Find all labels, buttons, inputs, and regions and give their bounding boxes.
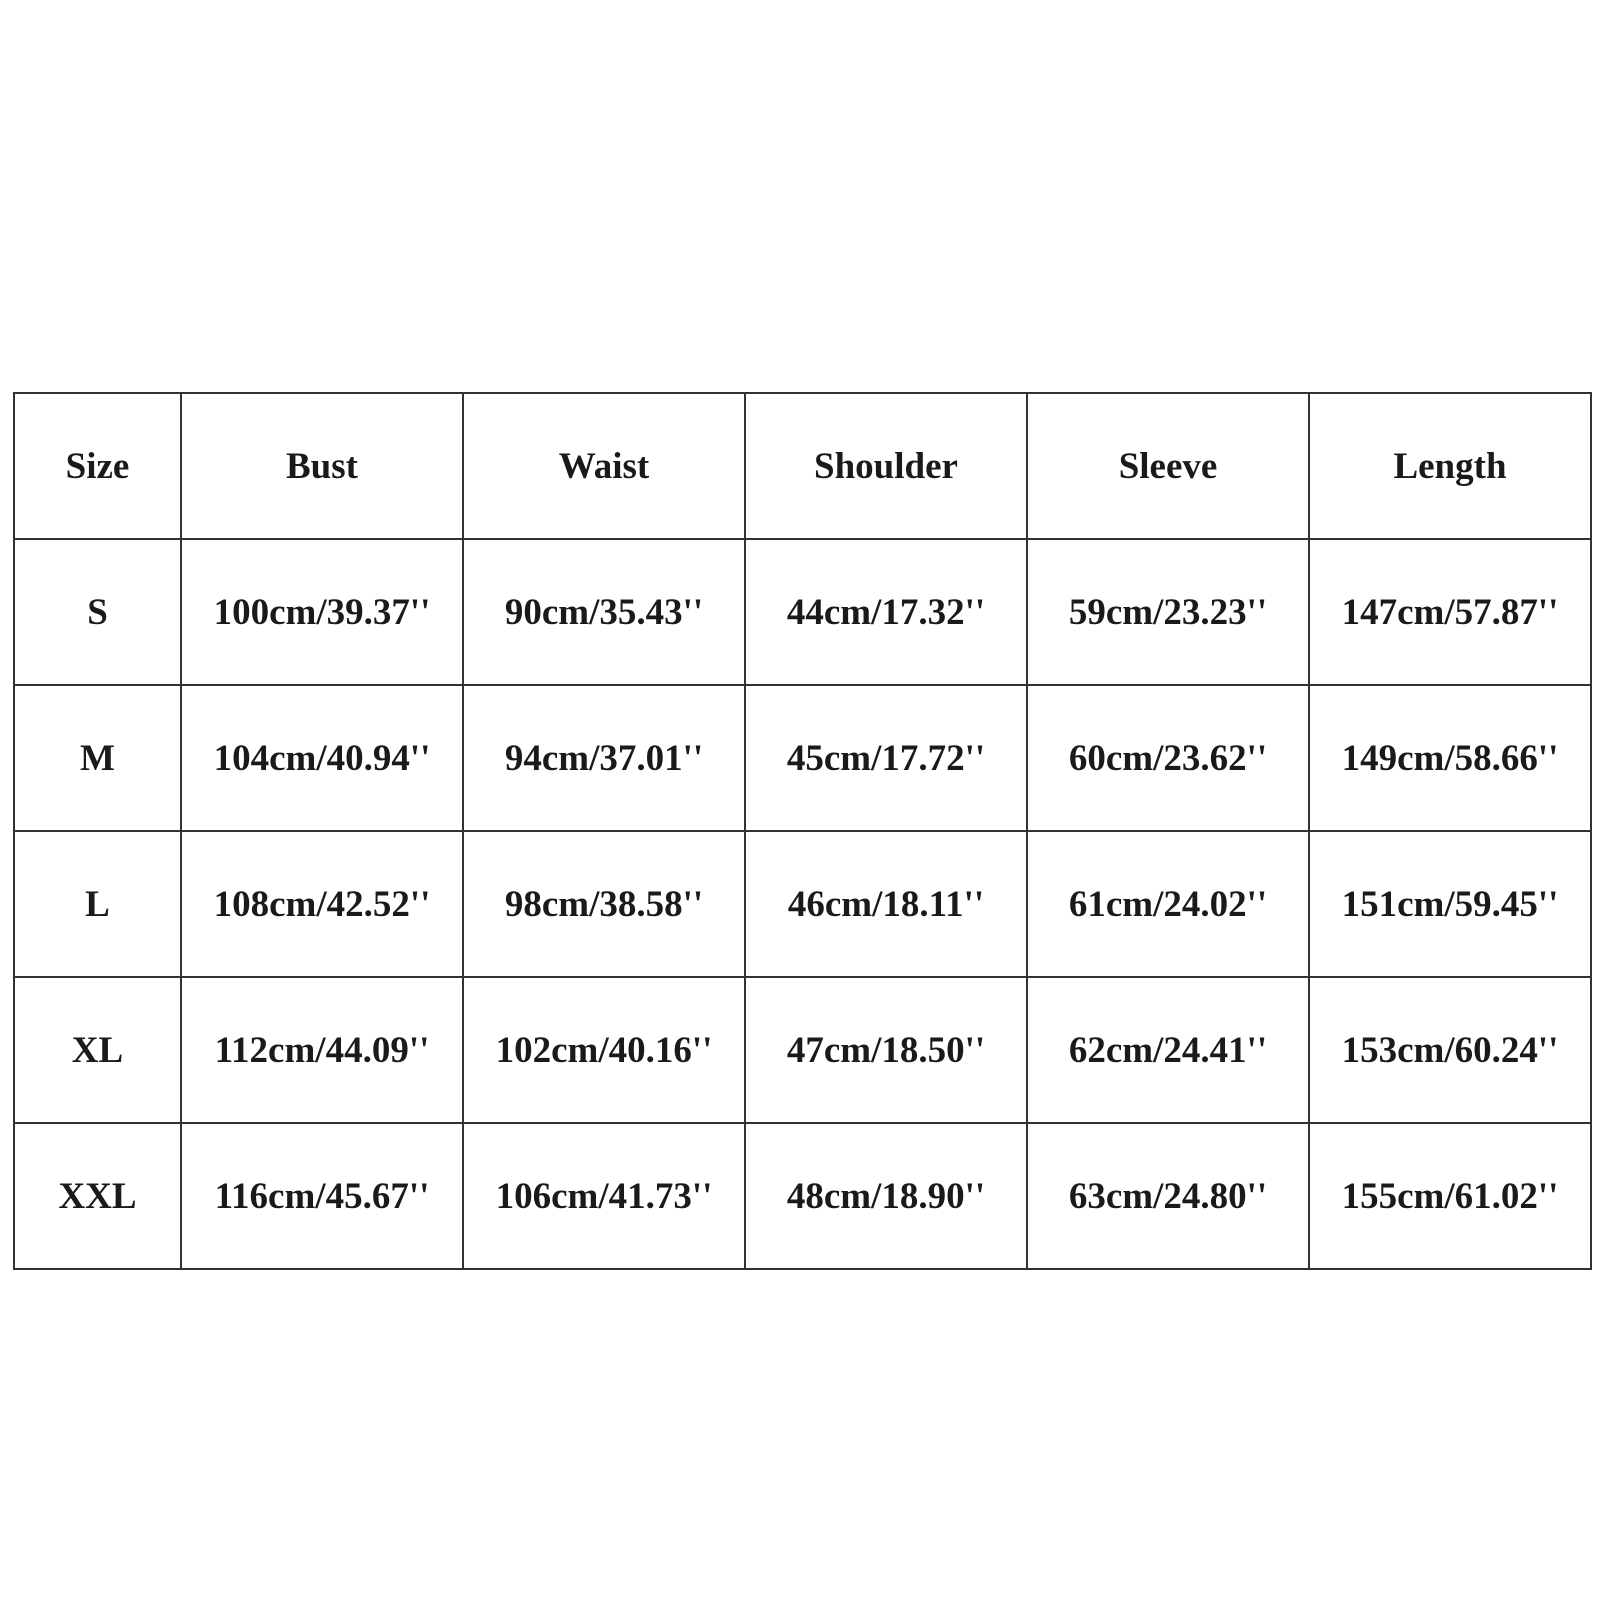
cell-waist: 90cm/35.43'' (463, 539, 745, 685)
table-row (14, 1123, 1591, 1269)
cell-length: 151cm/59.45'' (1309, 831, 1591, 977)
cell-length: 147cm/57.87'' (1309, 539, 1591, 685)
cell-sleeve: 61cm/24.02'' (1027, 831, 1309, 977)
header-bust: Bust (181, 393, 463, 539)
table-row (14, 977, 1591, 1123)
header-shoulder: Shoulder (745, 393, 1027, 539)
cell-waist: 102cm/40.16'' (463, 977, 745, 1123)
header-length: Length (1309, 393, 1591, 539)
cell-sleeve: 62cm/24.41'' (1027, 977, 1309, 1123)
cell-waist: 98cm/38.58'' (463, 831, 745, 977)
cell-length: 149cm/58.66'' (1309, 685, 1591, 831)
cell-size: M (14, 685, 181, 831)
header-waist: Waist (463, 393, 745, 539)
cell-sleeve: 59cm/23.23'' (1027, 539, 1309, 685)
cell-size: XL (14, 977, 181, 1123)
cell-bust: 108cm/42.52'' (181, 831, 463, 977)
cell-size: XXL (14, 1123, 181, 1269)
cell-size: S (14, 539, 181, 685)
cell-bust: 100cm/39.37'' (181, 539, 463, 685)
cell-shoulder: 45cm/17.72'' (745, 685, 1027, 831)
cell-shoulder: 46cm/18.11'' (745, 831, 1027, 977)
cell-bust: 112cm/44.09'' (181, 977, 463, 1123)
cell-shoulder: 48cm/18.90'' (745, 1123, 1027, 1269)
cell-bust: 104cm/40.94'' (181, 685, 463, 831)
cell-waist: 106cm/41.73'' (463, 1123, 745, 1269)
cell-sleeve: 63cm/24.80'' (1027, 1123, 1309, 1269)
cell-waist: 94cm/37.01'' (463, 685, 745, 831)
cell-shoulder: 44cm/17.32'' (745, 539, 1027, 685)
cell-sleeve: 60cm/23.62'' (1027, 685, 1309, 831)
header-row (14, 393, 1591, 539)
table-row (14, 831, 1591, 977)
header-size: Size (14, 393, 181, 539)
table-row (14, 685, 1591, 831)
header-sleeve: Sleeve (1027, 393, 1309, 539)
cell-length: 153cm/60.24'' (1309, 977, 1591, 1123)
cell-size: L (14, 831, 181, 977)
cell-shoulder: 47cm/18.50'' (745, 977, 1027, 1123)
cell-length: 155cm/61.02'' (1309, 1123, 1591, 1269)
size-chart-table (13, 392, 1592, 1270)
table-row (14, 539, 1591, 685)
cell-bust: 116cm/45.67'' (181, 1123, 463, 1269)
